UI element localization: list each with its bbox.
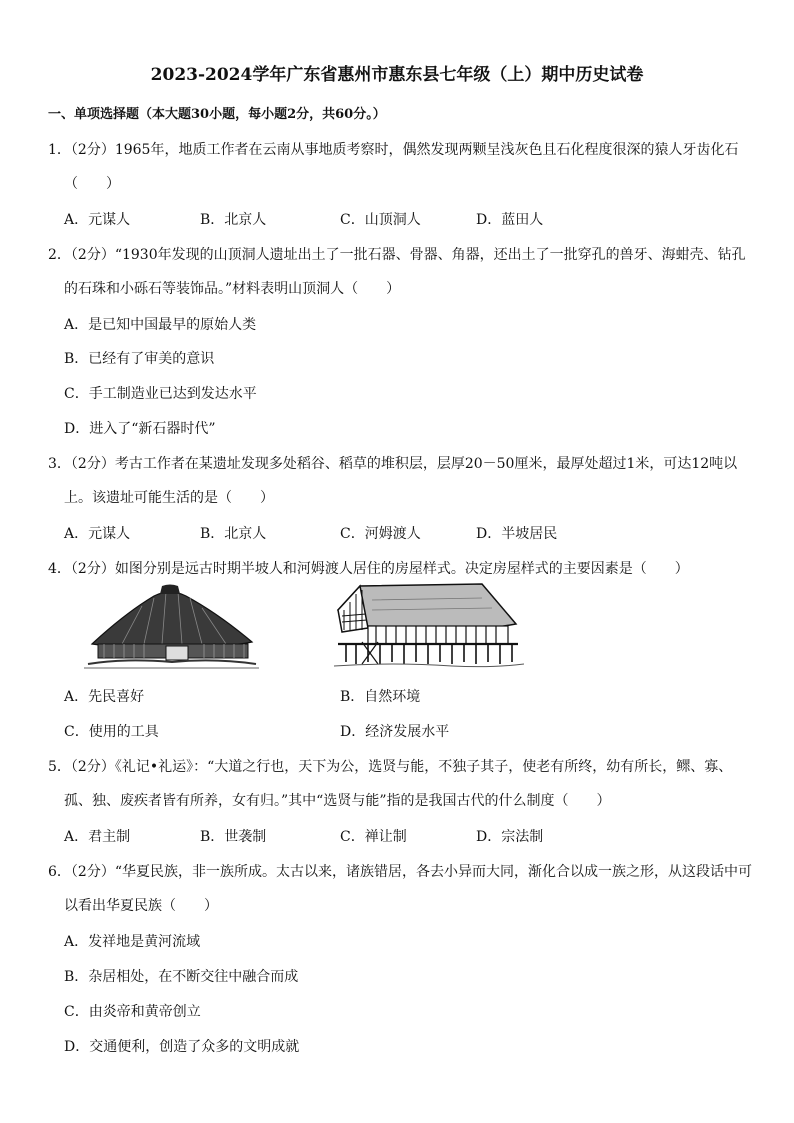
question-2-line-1: 2．（2分）“1930年发现的山顶洞人遗址出土了一批石器、骨器、角器，还出土了一批穿孔的兽牙、海蚶壳、钻孔 (48, 247, 746, 263)
question-5-option-b: B．世袭制 (200, 829, 267, 845)
question-3-option-c: C．河姆渡人 (340, 526, 421, 542)
banpo-house-image (84, 584, 259, 674)
question-4-option-a: A．先民喜好 (64, 689, 145, 705)
question-1-line-1: 1．（2分）1965年，地质工作者在云南从事地质考察时，偶然发现两颗呈浅灰色且石化程度很深的猿人牙齿化石 (48, 142, 739, 158)
question-1-option-c: C．山顶洞人 (340, 212, 421, 228)
question-2-option-c: C．手工制造业已达到发达水平 (64, 386, 257, 402)
question-5-line-2: 孤、独、废疾者皆有所养，女有归。”其中“选贤与能”指的是我国古代的什么制度（ ） (64, 793, 611, 809)
question-6-line-1: 6．（2分）“华夏民族，非一族所成。太古以来，诸族错居，各去小异而大同，渐化合以成一族之形，从这段话中可 (48, 864, 752, 880)
question-4-option-b: B．自然环境 (340, 689, 421, 705)
question-5-option-d: D．宗法制 (476, 829, 544, 845)
question-3-line-1: 3．（2分）考古工作者在某遗址发现多处稻谷、稻草的堆积层，层厚20－50厘米，最厚处超过1米，可达12吨以 (48, 456, 738, 472)
question-1-option-d: D．蓝田人 (476, 212, 544, 228)
question-6-option-c: C．由炎帝和黄帝创立 (64, 1004, 201, 1020)
question-4-option-c: C．使用的工具 (64, 724, 159, 740)
question-2-option-d: D．进入了“新石器时代” (64, 421, 216, 437)
question-4-option-d: D．经济发展水平 (340, 724, 450, 740)
question-3-option-a: A．元谋人 (64, 526, 131, 542)
section-heading: 一、单项选择题（本大题30小题，每小题2分，共60分。） (48, 107, 386, 122)
question-2-option-b: B．已经有了审美的意识 (64, 351, 215, 367)
banpo-house-drawing (84, 584, 259, 674)
question-6-option-a: A．发祥地是黄河流域 (64, 934, 201, 950)
question-1-option-a: A．元谋人 (64, 212, 131, 228)
question-1-option-b: B．北京人 (200, 212, 267, 228)
question-6-option-b: B．杂居相处，在不断交往中融合而成 (64, 969, 299, 985)
question-4-line-1: 4．（2分）如图分别是远古时期半坡人和河姆渡人居住的房屋样式。决定房屋样式的主要因素是（ ） (48, 561, 689, 577)
hemudu-house-drawing (332, 580, 524, 672)
question-2-option-a: A．是已知中国最早的原始人类 (64, 317, 257, 333)
question-3-option-b: B．北京人 (200, 526, 267, 542)
question-5-line-1: 5．（2分）《礼记•礼运》：“大道之行也，天下为公，选贤与能，不独子其子，使老有所终，幼有所长，鳏、寡、 (48, 759, 733, 775)
question-3-option-d: D．半坡居民 (476, 526, 558, 542)
question-1-line-2: （ ） (64, 176, 120, 192)
question-6-option-d: D．交通便利，创造了众多的文明成就 (64, 1039, 300, 1055)
page-title: 2023-2024学年广东省惠州市惠东县七年级（上）期中历史试卷 (150, 65, 644, 85)
question-5-option-a: A．君主制 (64, 829, 131, 845)
question-6-line-2: 以看出华夏民族（ ） (64, 898, 218, 914)
hemudu-house-image (332, 580, 524, 672)
question-2-line-2: 的石珠和小砾石等装饰品。”材料表明山顶洞人（ ） (64, 281, 401, 297)
question-3-line-2: 上。该遗址可能生活的是（ ） (64, 490, 274, 506)
question-5-option-c: C．禅让制 (340, 829, 407, 845)
